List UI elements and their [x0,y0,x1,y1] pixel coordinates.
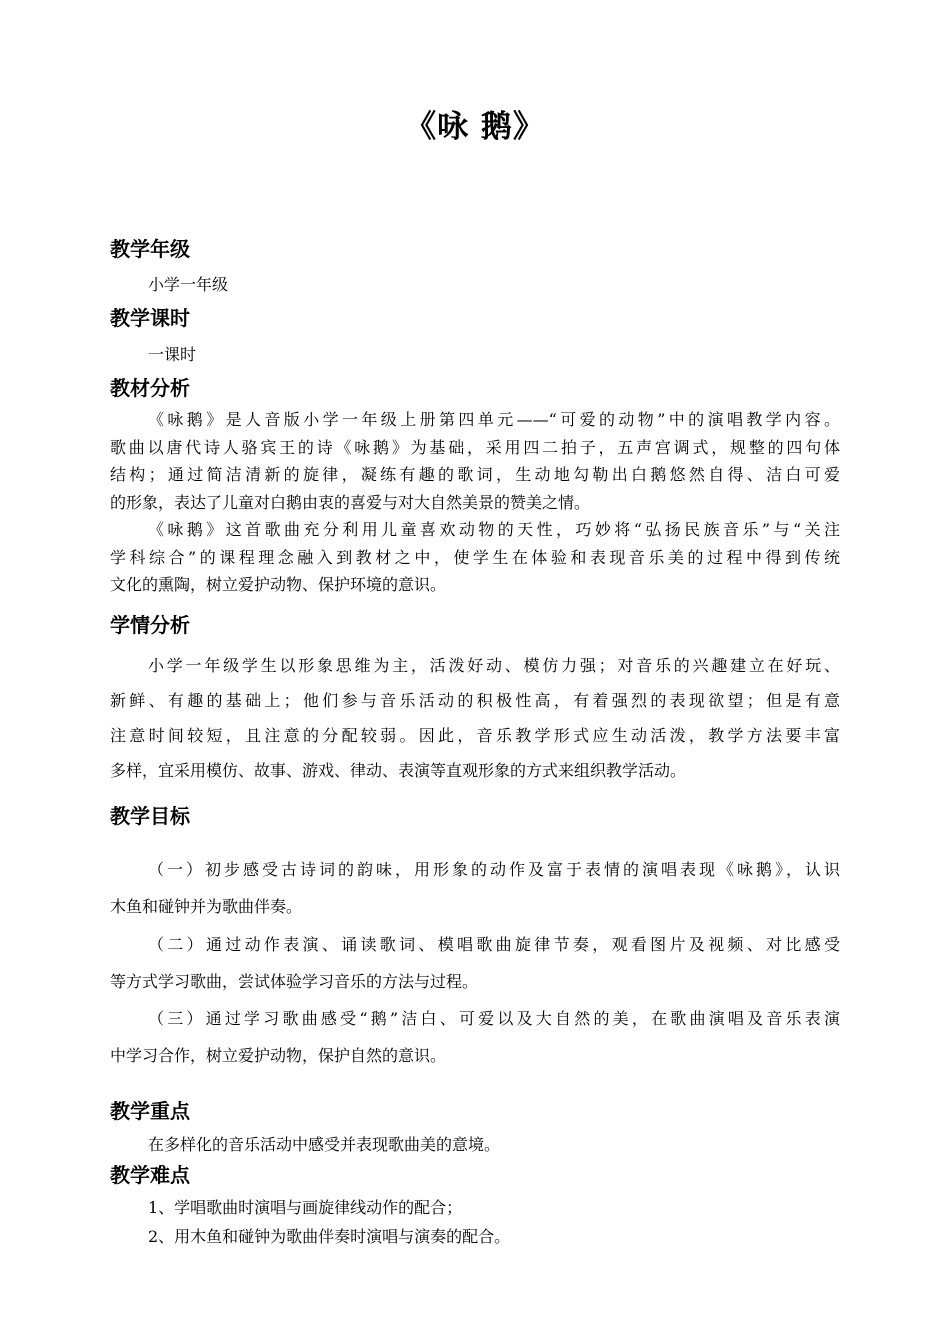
goal-line: （二）通过动作表演、诵读歌词、模唱歌曲旋律节奏，观看图片及视频、对比感受 [148,934,840,954]
hours-text: 一课时 [148,345,197,364]
goal-line: 木鱼和碰钟并为歌曲伴奏。 [110,897,303,917]
students-paragraph [110,648,840,788]
heading-students: 学情分析 [110,613,190,637]
paragraph-line: 多样，宜采用模仿、故事、游戏、律动、表演等直观形象的方式来组织教学活动。 [110,761,687,780]
heading-grade: 教学年级 [110,237,190,261]
paragraph-line: 文化的熏陶，树立爱护动物、保护环境的意识。 [110,575,447,594]
material-paragraph [110,406,840,599]
paragraph-line: 小学一年级学生以形象思维为主，活泼好动、模仿力强；对音乐的兴趣建立在好玩、 [148,656,840,675]
paragraph-line: 学科综合”的课程理念融入到教材之中，使学生在体验和表现音乐美的过程中得到传统 [110,547,840,567]
heading-material: 教材分析 [110,376,190,400]
paragraph-line: 《咏鹅》是人音版小学一年级上册第四单元——“可爱的动物”中的演唱教学内容。 [148,410,840,429]
paragraph-line: 注意时间较短，且注意的分配较弱。因此，音乐教学形式应生动活泼，教学方法要丰富 [110,726,840,745]
goal-line: 中学习合作，树立爱护动物，保护自然的意识。 [110,1046,447,1066]
paragraph-line: 《咏鹅》这首歌曲充分利用儿童喜欢动物的天性，巧妙将“弘扬民族音乐”与“关注 [148,520,840,539]
page-title: 《咏 鹅》 [405,109,545,145]
heading-goals: 教学目标 [110,804,190,828]
paragraph-line: 的形象，表达了儿童对白鹅由衷的喜爱与对大自然美景的赞美之情。 [110,492,591,512]
list-item: 2、用木鱼和碰钟为歌曲伴奏时演唱与演奏的配合。 [148,1227,511,1246]
heading-key: 教学重点 [110,1099,190,1123]
heading-hours: 教学课时 [110,306,190,330]
paragraph-line: 结构；通过简洁清新的旋律，凝练有趣的歌词，生动地勾勒出白鹅悠然自得、洁白可爱 [110,465,840,484]
goals-paragraph [110,851,840,1075]
goal-line: 等方式学习歌曲，尝试体验学习音乐的方法与过程。 [110,971,479,991]
paragraph-line: 新鲜、有趣的基础上；他们参与音乐活动的积极性高，有着强烈的表现欲望；但是有意 [110,691,840,710]
key-text: 在多样化的音乐活动中感受并表现歌曲美的意境。 [148,1135,501,1154]
difficulty-list [110,1193,840,1251]
goal-line: （三）通过学习歌曲感受“鹅”洁白、可爱以及大自然的美，在歌曲演唱及音乐表演 [148,1009,840,1029]
list-item: 1、学唱歌曲时演唱与画旋律线动作的配合； [148,1198,463,1217]
goal-line: （一）初步感受古诗词的韵味，用形象的动作及富于表情的演唱表现《咏鹅》，认识 [148,860,840,879]
grade-text: 小学一年级 [148,275,229,294]
heading-difficulty: 教学难点 [110,1163,190,1187]
paragraph-line: 歌曲以唐代诗人骆宾王的诗《咏鹅》为基础，采用四二拍子，五声宫调式，规整的四句体 [110,437,840,457]
